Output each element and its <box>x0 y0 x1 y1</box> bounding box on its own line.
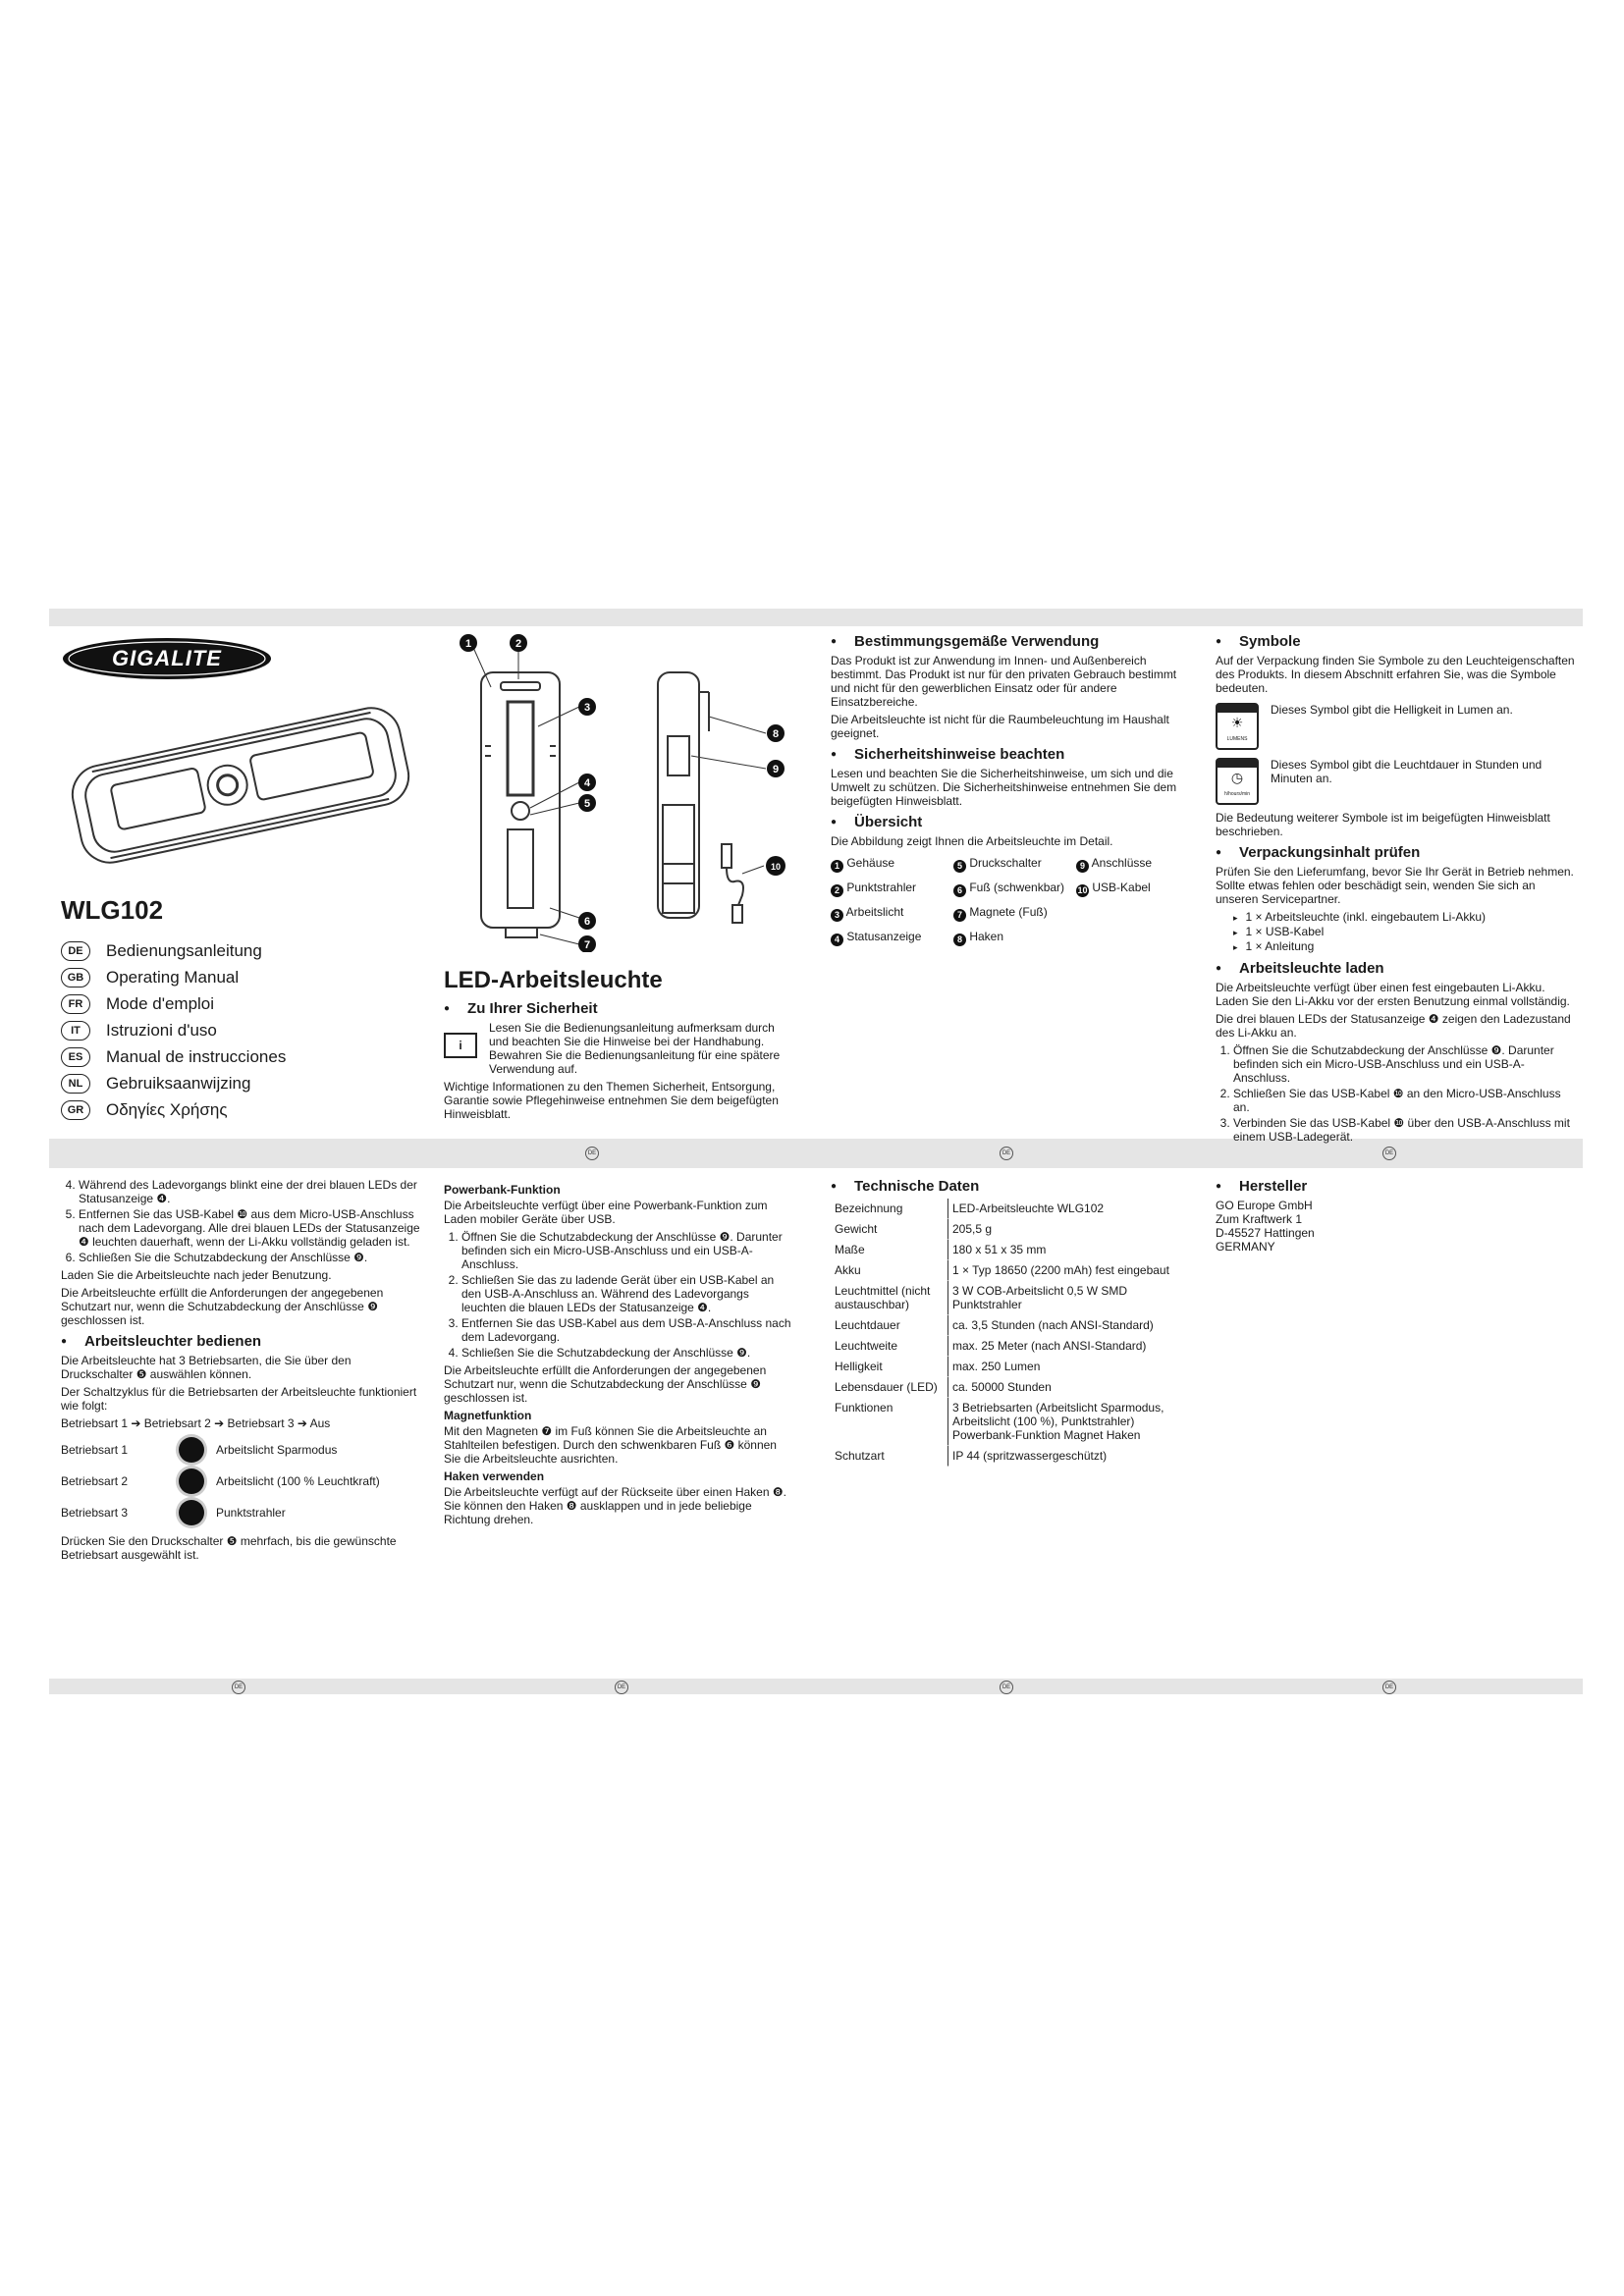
manufacturer-heading: ● Hersteller <box>1216 1178 1569 1196</box>
lang-badge: NL <box>61 1074 90 1094</box>
spec-key: Leuchtdauer <box>831 1315 948 1336</box>
safety-info: Wichtige Informationen zu den Themen Sicherheit, Entsorgung, Garantie sowie Pflegehinweise entnehmen Sie dem beigefügten Hinweisblatt. <box>444 1080 779 1121</box>
language-item <box>61 1017 316 1043</box>
manufacturer-line: D-45527 Hattingen <box>1216 1226 1315 1240</box>
mode-desc: Arbeitslicht (100 % Leuchtkraft) <box>216 1474 380 1488</box>
spec-key: Leuchtmittel (nicht austauschbar) <box>831 1281 948 1315</box>
spec-value: ca. 3,5 Stunden (nach ANSI-Standard) <box>952 1318 1154 1332</box>
spec-value: max. 250 Lumen <box>952 1360 1041 1373</box>
legend-label: Statusanzeige <box>846 930 922 943</box>
spec-key: Lebensdauer (LED) <box>831 1377 948 1398</box>
powerbank-steps <box>444 1230 792 1360</box>
charging-step: 6. Schließen Sie die Schutzabdeckung der Anschlüsse ❾. <box>79 1251 426 1264</box>
safety-text: Lesen Sie die Bedienungsanleitung aufmerksam durch und beachten Sie die Hinweise bei der Handhabung. Bewahren Sie die Bedienungsanleitung für eine spätere Verwendung auf. <box>489 1021 781 1076</box>
bottom-band <box>49 1679 1583 1694</box>
legend-number: 2 <box>831 884 843 897</box>
legend-item <box>1076 856 1184 873</box>
powerbank-step: 4. Schließen Sie die Schutzabdeckung der Anschlüsse ❾. <box>461 1346 792 1360</box>
protection-note: Die Arbeitsleuchte erfüllt die Anforderungen der angegebenen Schutzart nur, wenn die Schutzabdeckung der Anschlüsse ❾ geschlossen ist. <box>61 1286 384 1327</box>
lang-label: Gebruiksaanwijzing <box>106 1073 251 1093</box>
top-band <box>49 609 1583 626</box>
page-marker: DE <box>585 1147 599 1160</box>
legend-number: 8 <box>953 934 966 946</box>
safety-notes-text: Lesen und beachten Sie die Sicherheitshinweise, um sich und die Umwelt zu schützen. Die Sicherheitshinweise entnehmen Sie dem beigefügten Hinweisblatt. <box>831 767 1177 808</box>
spec-key: Bezeichnung <box>831 1199 948 1219</box>
legend-label: Haken <box>969 930 1004 943</box>
spec-value: 205,5 g <box>952 1222 993 1236</box>
spec-value: 3 W COB-Arbeitslicht 0,5 W SMD Punktstrahler <box>952 1284 1128 1311</box>
overview-heading: ● Übersicht <box>831 814 1186 831</box>
legend-label: USB-Kabel <box>1092 881 1151 894</box>
spec-value: max. 25 Meter (nach ANSI-Standard) <box>952 1339 1147 1353</box>
language-item <box>61 1070 316 1096</box>
legend-item <box>831 881 953 897</box>
charging-text-2: Die drei blauen LEDs der Statusanzeige ❹ zeigen den Ladezustand des Li-Akku an. <box>1216 1012 1571 1040</box>
charging-text: Die Arbeitsleuchte verfügt über einen fest eingebauten Li-Akku. Laden Sie den Li-Akku vor der ersten Benutzung einmal vollständig. <box>1216 981 1570 1008</box>
legend-number: 10 <box>1077 885 1088 895</box>
lang-label: Οδηγίες Χρήσης <box>106 1099 228 1119</box>
mode-lamp-icon <box>179 1500 204 1525</box>
lumen-symbol-text: Dieses Symbol gibt die Helligkeit in Lumen an. <box>1271 703 1513 717</box>
spec-key: Gewicht <box>831 1219 948 1240</box>
legend-label: Magnete (Fuß) <box>969 905 1048 919</box>
lang-label: Istruzioni d'uso <box>106 1020 217 1040</box>
svg-text:6: 6 <box>583 916 591 928</box>
package-list <box>1216 910 1575 954</box>
powerbank-text: Die Arbeitsleuchte verfügt über eine Powerbank-Funktion zum Laden mobiler Geräte über USB. <box>444 1199 768 1226</box>
charging-step: 4. Während des Ladevorgangs blinkt eine der drei blauen LEDs der Statusanzeige ❹. <box>79 1178 426 1205</box>
package-item: ▸ 1 × Anleitung <box>1233 939 1575 954</box>
lang-badge: FR <box>61 994 90 1014</box>
lang-badge: GB <box>61 968 90 988</box>
column-specs <box>831 1178 1194 1467</box>
legend-item <box>831 856 953 873</box>
brand-name: GIGALITE <box>112 646 222 670</box>
language-item <box>61 937 316 964</box>
legend-label: Punktstrahler <box>846 881 917 894</box>
spec-value: 180 x 51 x 35 mm <box>952 1243 1047 1256</box>
specs-heading: ● Technische Daten <box>831 1178 1194 1196</box>
svg-text:10: 10 <box>770 862 782 872</box>
legend-item <box>953 905 1076 922</box>
page-marker: DE <box>1382 1147 1396 1160</box>
mode-lamp-icon <box>179 1468 204 1494</box>
legend-label: Arbeitslicht <box>845 905 904 919</box>
package-item: ▸ 1 × USB-Kabel <box>1233 925 1575 939</box>
charging-steps-continued <box>61 1178 426 1264</box>
legend-number: 1 <box>831 860 843 873</box>
legend-item <box>953 930 1076 946</box>
mode-name: Betriebsart 1 <box>61 1443 129 1457</box>
svg-text:9: 9 <box>772 764 780 775</box>
operation-text: Die Arbeitsleuchte hat 3 Betriebsarten, die Sie über den Druckschalter ❺ auswählen können. <box>61 1354 352 1381</box>
specs-table <box>831 1199 1194 1467</box>
overview-text: Die Abbildung zeigt Ihnen die Arbeitsleuchte im Detail. <box>831 834 1113 848</box>
symbols-text: Auf der Verpackung finden Sie Symbole zu den Leuchteigenschaften des Produkts. In diesem Abschnitt erfahren Sie, was die Symbole bedeuten. <box>1216 654 1575 695</box>
legend-label: Druckschalter <box>969 856 1042 870</box>
charging-heading: ● Arbeitsleuchte laden <box>1216 960 1575 978</box>
safety-heading: ● Zu Ihrer Sicherheit <box>444 1000 792 1018</box>
legend-label: Anschlüsse <box>1091 856 1153 870</box>
package-text: Prüfen Sie den Lieferumfang, bevor Sie Ihr Gerät in Betrieb nehmen. Sollte etwas fehlen oder beschädigt sein, wenden Sie sich an unseren Servicepartner. <box>1216 865 1574 906</box>
svg-text:1: 1 <box>464 638 472 650</box>
legend-number: 9 <box>1076 860 1089 873</box>
spec-key: Maße <box>831 1240 948 1260</box>
magnet-heading: Magnetfunktion <box>444 1409 532 1422</box>
spec-key: Schutzart <box>831 1446 948 1467</box>
spec-value: IP 44 (spritzwassergeschützt) <box>952 1449 1108 1463</box>
mode-name: Betriebsart 3 <box>61 1506 129 1520</box>
symbols-more-text: Die Bedeutung weiterer Symbole ist im beigefügten Hinweisblatt beschrieben. <box>1216 811 1550 838</box>
column-intro <box>444 967 792 1125</box>
column-usage <box>831 633 1186 946</box>
charging-steps <box>1216 1043 1575 1144</box>
powerbank-step: 1. Öffnen Sie die Schutzabdeckung der Anschlüsse ❾. Darunter befinden sich ein Micro-USB-Anschluss und ein USB-A-Anschluss. <box>461 1230 792 1271</box>
legend-label: Gehäuse <box>846 856 895 870</box>
language-item <box>61 964 316 990</box>
charging-step: 5. Entfernen Sie das USB-Kabel ❿ aus dem Micro-USB-Anschluss nach dem Ladevorgang. Alle drei blauen LEDs der Statusanzeige ❹ leuchten dauerhaft, wenn der Li-Akku vollständig geladen ist. <box>79 1207 426 1249</box>
svg-text:5: 5 <box>583 798 591 810</box>
lumen-symbol-icon: ☀ LUMENS <box>1216 703 1259 750</box>
page-marker: DE <box>1000 1147 1013 1160</box>
legend-number: 6 <box>953 884 966 897</box>
spec-key: Leuchtweite <box>831 1336 948 1357</box>
spec-value: LED-Arbeitsleuchte WLG102 <box>952 1201 1105 1215</box>
lumen-symbol-label: LUMENS <box>1226 736 1248 742</box>
legend-number: 5 <box>953 860 966 873</box>
lang-label: Operating Manual <box>106 967 240 987</box>
legend-item <box>953 881 1076 897</box>
lang-badge: GR <box>61 1100 90 1120</box>
product-title: LED-Arbeitsleuchte <box>444 967 663 993</box>
legend-label: Fuß (schwenkbar) <box>969 881 1065 894</box>
safety-note <box>444 1021 792 1080</box>
spec-key: Akku <box>831 1260 948 1281</box>
duration-symbol-text: Dieses Symbol gibt die Leuchtdauer in Stunden und Minuten an. <box>1271 758 1543 785</box>
manufacturer-line: Zum Kraftwerk 1 <box>1216 1212 1303 1226</box>
spec-value: 3 Betriebsarten (Arbeitslicht Sparmodus, Arbeitslicht (100 %), Punktstrahler) Powerbank-Funktion Magnet Haken <box>952 1401 1164 1442</box>
safety-notes-heading: ● Sicherheitshinweise beachten <box>831 746 1186 764</box>
legend-number: 3 <box>831 909 843 922</box>
charging-step: 1. Öffnen Sie die Schutzabdeckung der Anschlüsse ❾. Darunter befinden sich ein Micro-USB-Anschluss und ein USB-A-Anschluss. <box>1233 1043 1575 1085</box>
legend-number: 4 <box>831 934 843 946</box>
product-diagram <box>452 628 790 957</box>
language-item <box>61 990 316 1017</box>
manufacturer-line: GERMANY <box>1216 1240 1275 1254</box>
legend-item <box>953 856 1076 873</box>
mode-lamp-icon <box>179 1437 204 1463</box>
operation-cycle-text: Der Schaltzyklus für die Betriebsarten der Arbeitsleuchte funktioniert wie folgt: <box>61 1385 417 1413</box>
magnet-text: Mit den Magneten ❼ im Fuß können Sie die Arbeitsleuchte an Stahlteilen befestigen. Durch den schwenkbaren Fuß ❻ können Sie die Arbeitsleuchte ausrichten. <box>444 1424 777 1466</box>
spec-key: Funktionen <box>831 1398 948 1446</box>
brand-logo <box>61 636 273 681</box>
operation-note: Drücken Sie den Druckschalter ❺ mehrfach, bis die gewünschte Betriebsart ausgewählt ist. <box>61 1534 397 1562</box>
legend-number: 7 <box>953 909 966 922</box>
mode-row <box>61 1497 426 1528</box>
powerbank-heading: Powerbank-Funktion <box>444 1183 561 1197</box>
powerbank-step: 2. Schließen Sie das zu ladende Gerät über ein USB-Kabel an den USB-A-Anschluss an. Während des Ladevorgangs leuchten die blauen LEDs der Statusanzeige ❹. <box>461 1273 792 1314</box>
column-functions <box>444 1183 792 1530</box>
page-marker: DE <box>615 1681 628 1694</box>
usage-text-2: Die Arbeitsleuchte ist nicht für die Raumbeleuchtung im Haushalt geeignet. <box>831 713 1169 740</box>
symbol-row-lumen <box>1216 703 1575 750</box>
product-drawing-front <box>59 702 422 874</box>
clock-symbol-icon: ◷ h/hours/min <box>1216 758 1259 805</box>
powerbank-step: 3. Entfernen Sie das USB-Kabel aus dem USB-A-Anschluss nach dem Ladevorgang. <box>461 1316 792 1344</box>
mode-row <box>61 1434 426 1466</box>
column-symbols <box>1216 633 1575 1148</box>
charging-step: 2. Schließen Sie das USB-Kabel ❿ an den Micro-USB-Anschluss an. <box>1233 1087 1575 1114</box>
lang-label: Manual de instrucciones <box>106 1046 287 1066</box>
svg-text:4: 4 <box>583 777 591 789</box>
symbol-row-duration <box>1216 758 1575 805</box>
column-manufacturer <box>1216 1178 1569 1254</box>
hook-heading: Haken verwenden <box>444 1469 545 1483</box>
mode-desc: Punktstrahler <box>216 1506 286 1520</box>
hook-text: Die Arbeitsleuchte verfügt auf der Rückseite über einen Haken ❽. Sie können den Haken ❽ ausklappen und in jede beliebige Richtung drehen. <box>444 1485 786 1526</box>
legend-item <box>831 930 953 946</box>
mode-name: Betriebsart 2 <box>61 1474 129 1488</box>
package-heading: ● Verpackungsinhalt prüfen <box>1216 844 1575 862</box>
column-operation <box>61 1178 426 1566</box>
spec-value: ca. 50000 Stunden <box>952 1380 1052 1394</box>
svg-text:8: 8 <box>772 728 780 740</box>
operation-cycle: Betriebsart 1 ➔ Betriebsart 2 ➔ Betriebsart 3 ➔ Aus <box>61 1416 331 1430</box>
page-marker: DE <box>1000 1681 1013 1694</box>
powerbank-note: Die Arbeitsleuchte erfüllt die Anforderungen der angegebenen Schutzart nur, wenn die Schutzabdeckung der Anschlüsse ❾ geschlossen ist. <box>444 1363 767 1405</box>
spec-value: 1 × Typ 18650 (2200 mAh) fest eingebaut <box>952 1263 1169 1277</box>
parts-legend <box>831 856 1186 946</box>
mode-row <box>61 1466 426 1497</box>
language-item <box>61 1096 316 1123</box>
language-item <box>61 1043 316 1070</box>
svg-text:3: 3 <box>583 702 591 714</box>
usage-text: Das Produkt ist zur Anwendung im Innen- und Außenbereich bestimmt. Das Produkt ist nur für den privaten Gebrauch bestimmt und nicht für den gewerblichen Einsatz oder für andere Einsatzbereiche. <box>831 654 1177 709</box>
legend-item <box>831 905 953 922</box>
clock-symbol-label: h/hours/min <box>1223 791 1251 797</box>
symbols-heading: ● Symbole <box>1216 633 1575 651</box>
svg-text:7: 7 <box>583 939 591 951</box>
charging-step: 3. Verbinden Sie das USB-Kabel ❿ über den USB-A-Anschluss mit einem USB-Ladegerät. <box>1233 1116 1575 1144</box>
lang-badge: IT <box>61 1021 90 1041</box>
package-item: ▸ 1 × Arbeitsleuchte (inkl. eingebautem Li-Akku) <box>1233 910 1575 925</box>
page-marker: DE <box>232 1681 245 1694</box>
operation-heading: ● Arbeitsleuchter bedienen <box>61 1333 426 1351</box>
usage-heading: ● Bestimmungsgemäße Verwendung <box>831 633 1186 651</box>
model-number: WLG102 <box>61 895 164 925</box>
spec-key: Helligkeit <box>831 1357 948 1377</box>
manufacturer-line: GO Europe GmbH <box>1216 1199 1313 1212</box>
legend-spacer <box>1076 905 1184 922</box>
page-marker: DE <box>1382 1681 1396 1694</box>
info-book-icon: i <box>444 1033 477 1058</box>
svg-text:2: 2 <box>514 638 522 650</box>
language-list <box>61 937 316 1123</box>
lang-label: Bedienungsanleitung <box>106 940 262 960</box>
lang-badge: ES <box>61 1047 90 1067</box>
lang-badge: DE <box>61 941 90 961</box>
mode-desc: Arbeitslicht Sparmodus <box>216 1443 338 1457</box>
legend-item <box>1076 881 1184 897</box>
lang-label: Mode d'emploi <box>106 993 215 1013</box>
charging-note: Laden Sie die Arbeitsleuchte nach jeder Benutzung. <box>61 1268 332 1282</box>
